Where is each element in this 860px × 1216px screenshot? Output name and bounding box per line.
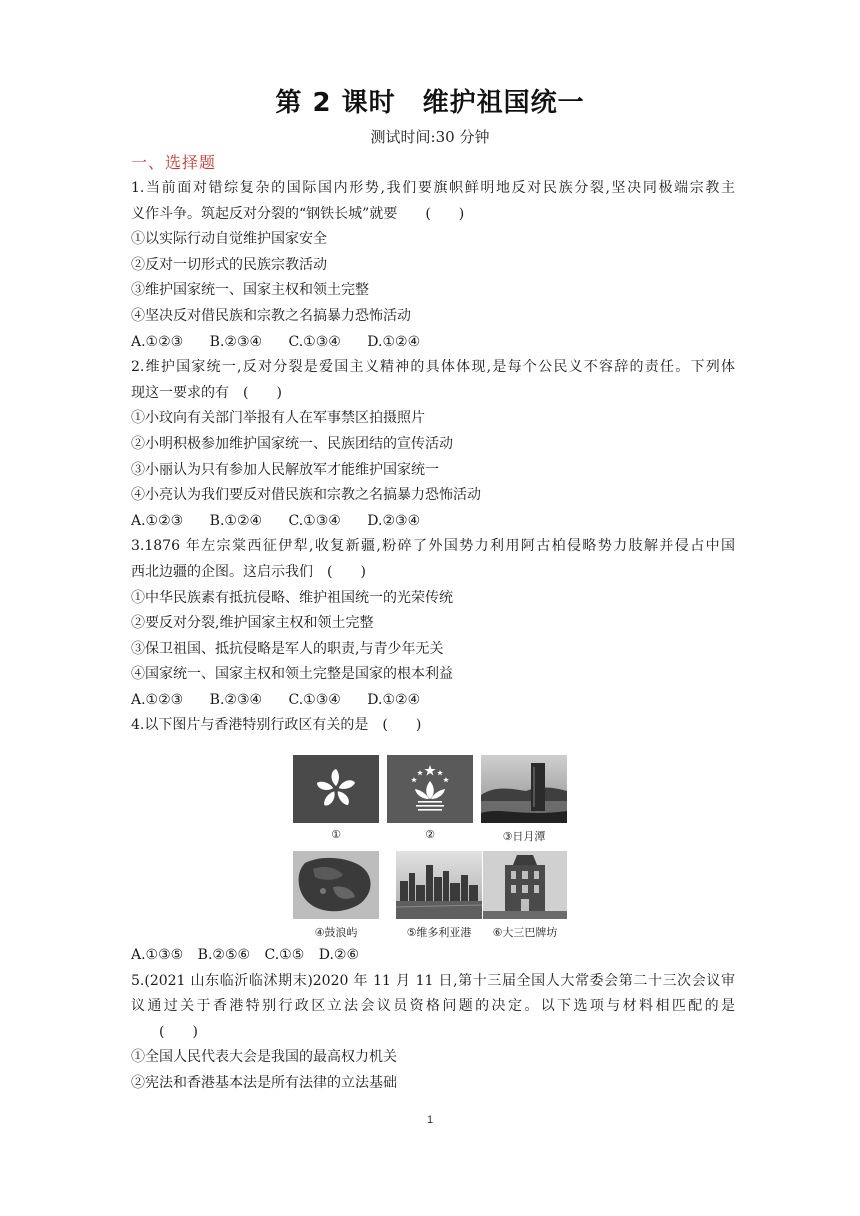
victoria-harbour-image: [396, 851, 482, 919]
option-d: D.②③④: [367, 512, 421, 529]
question-stem-line: 义作斗争。筑起反对分裂的“钢铁长城”就要 ( ): [131, 205, 465, 222]
answer-item: ④小亮认为我们要反对借民族和宗教之名搞暴力恐怖活动: [131, 487, 481, 504]
question-1: [131, 176, 735, 355]
option-b: B.②⑤⑥: [197, 947, 251, 964]
option-c: C.①⑤: [264, 947, 305, 964]
question-stem-line: 3.1876 年左宗棠西征伊犁,收复新疆,粉碎了外国势力利用阿古柏侵略势力肢解并侵占中国: [131, 538, 735, 555]
test-time: 测试时间:30 分钟: [370, 128, 490, 146]
question-stem-line: 2.维护国家统一,反对分裂是爱国主义精神的具体体现,是每个公民义不容辞的责任。下列体: [131, 359, 735, 376]
question-stem-line: ( ): [131, 1023, 198, 1040]
option-d: D.①②④: [367, 333, 421, 350]
figure-caption: ②: [425, 828, 435, 841]
question-stem-line: 议通过关于香港特别行政区立法会议员资格问题的决定。以下选项与材料相匹配的是: [131, 998, 735, 1015]
answer-item: ①中华民族素有抵抗侵略、维护祖国统一的光荣传统: [131, 589, 453, 606]
option-c: C.①③④: [288, 512, 341, 529]
option-b: B.①②④: [209, 512, 263, 529]
option-row: [131, 330, 735, 356]
option-a: A.①②③: [131, 691, 184, 708]
option-row: [131, 509, 735, 535]
answer-item: ①以实际行动自觉维护国家安全: [131, 231, 327, 248]
page-number: 1: [426, 1114, 434, 1126]
question-3: [131, 534, 735, 713]
answer-item: ②反对一切形式的民族宗教活动: [131, 256, 327, 273]
option-a: A.①②③: [131, 333, 184, 350]
answer-item: ①小玟向有关部门举报有人在军事禁区拍摄照片: [131, 410, 425, 427]
option-d: D.①②④: [367, 691, 421, 708]
answer-item: ②宪法和香港基本法是所有法律的立法基础: [131, 1075, 397, 1092]
option-c: C.①③④: [288, 691, 341, 708]
option-d: D.②⑥: [318, 947, 360, 964]
question-stem-line: 现这一要求的有 ( ): [131, 384, 282, 401]
answer-item: ②要反对分裂,维护国家主权和领土完整: [131, 615, 374, 632]
option-row: [131, 688, 735, 714]
option-row: [131, 943, 735, 969]
figure-caption: ⑥大三巴牌坊: [492, 926, 558, 939]
gulangyu-image: [293, 851, 379, 919]
macau-flag-image: [387, 755, 473, 823]
question-5: [131, 969, 735, 1097]
sun-moon-lake-image: [481, 755, 567, 823]
question-stem-line: 5.(2021 山东临沂临沭期末)2020 年 11 月 11 日,第十三届全国人大常委会第二十三次会议审: [131, 972, 735, 989]
question-list: [131, 176, 735, 1097]
hong-kong-flag-image: [293, 755, 379, 823]
figure-caption: ④鼓浪屿: [314, 926, 358, 939]
ruins-of-st-pauls-image: [483, 851, 569, 919]
figure-caption: ③日月潭: [502, 830, 546, 843]
question-stem-line: 1.当前面对错综复杂的国际国内形势,我们要旗帜鲜明地反对民族分裂,坚决同极端宗教主: [131, 180, 735, 196]
answer-item: ①全国人民代表大会是我国的最高权力机关: [131, 1049, 397, 1066]
figure-caption: ⑤维多利亚港: [406, 926, 472, 939]
option-a: A.①③⑤: [131, 947, 184, 964]
answer-item: ④国家统一、国家主权和领土完整是国家的根本利益: [131, 666, 453, 683]
figure-caption: ①: [331, 828, 341, 841]
answer-item: ③维护国家统一、国家主权和领土完整: [131, 282, 369, 299]
answer-item: ④坚决反对借民族和宗教之名搞暴力恐怖活动: [131, 307, 411, 324]
question-stem-line: 西北边疆的企图。这启示我们 ( ): [131, 563, 366, 580]
option-b: B.②③④: [209, 333, 263, 350]
answer-item: ③小丽认为只有参加人民解放军才能维护国家统一: [131, 461, 439, 478]
page-title: 第 2 课时 维护祖国统一: [275, 88, 585, 118]
option-a: A.①②③: [131, 512, 184, 529]
option-c: C.①③④: [288, 333, 341, 350]
section-heading: 一、选择题: [131, 153, 217, 172]
question-4-figure: [293, 755, 567, 940]
question-stem-line: 4.以下图片与香港特别行政区有关的是 ( ): [131, 717, 422, 734]
answer-item: ②小明积极参加维护国家统一、民族团结的宣传活动: [131, 435, 453, 452]
answer-item: ③保卫祖国、抵抗侵略是军人的职责,与青少年无关: [131, 640, 444, 657]
question-2: [131, 355, 735, 534]
option-b: B.②③④: [209, 691, 263, 708]
